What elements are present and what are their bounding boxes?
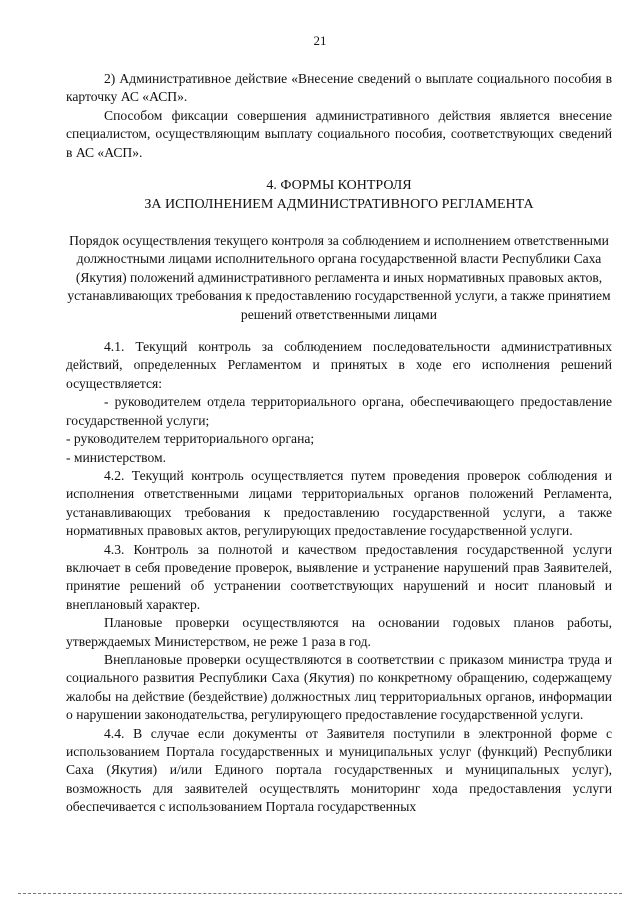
bullet-territorial-head: - руководителем территориального органа; (66, 431, 315, 447)
bottom-rule (18, 893, 622, 894)
paragraph-4-4: 4.4. В случае если документы от Заявителя поступили в электронной форме с использованием Портала государственных и муниципальных услуг (функций) Республики Саха (Якутия) и/или Единого портала государственных и муниципальных услуг), возможность для заявителей осуществлять мониторинг хода предоставления услуги обеспечивается с использованием Портала государственных (66, 725, 612, 815)
document-body (66, 70, 612, 817)
section-heading-line2: ЗА ИСПОЛНЕНИЕМ АДМИНИСТРАТИВНОГО РЕГЛАМЕНТА (144, 197, 534, 213)
page-number: 21 (313, 33, 327, 48)
paragraph-4-2: 4.2. Текущий контроль осуществляется путем проведения проверок соблюдения и исполнения ответственными лицами территориальных органов положений Регламента, устанавливающих требования к предоставлению государственной услуги, а также нормативных правовых актов, регулирующих предоставление государственной услуги. (66, 467, 612, 539)
paragraph-admin-action: 2) Административное действие «Внесение сведений о выплате социального пособия в карточку АС «АСП». (66, 71, 612, 105)
section-heading-line1: 4. ФОРМЫ КОНТРОЛЯ (266, 178, 412, 194)
paragraph-4-1: 4.1. Текущий контроль за соблюдением последовательности административных действий, определенных Регламентом и принятых в ходе его исполнения решений осуществляется: (66, 339, 612, 391)
subsection-intro: Порядок осуществления текущего контроля за соблюдением и исполнением ответственными должностными лицами исполнительного органа государственной власти Республики Саха (Якутия) положений административного регламента и иных нормативных правовых актов, устанавливающих требования к предоставлению государственной услуги, а также принятием решений ответственными лицами (67, 233, 611, 322)
paragraph-planned-checks: Плановые проверки осуществляются на основании годовых планов работы, утверждаемых Министерством, не реже 1 раза в год. (66, 615, 612, 649)
paragraph-fixation-method: Способом фиксации совершения административного действия является внесение специалистом, осуществляющим выплату социального пособия, соответствующих сведений в АС «АСП». (66, 107, 612, 160)
bullet-ministry: - министерством. (66, 449, 166, 465)
bullet-department-head: - руководителем отдела территориального органа, обеспечивающего предоставление государственной услуги; (66, 394, 612, 428)
paragraph-unplanned-checks: Внеплановые проверки осуществляются в соответствии с приказом министра труда и социального развития Республики Саха (Якутия) по конкретному обращению, содержащему жалобы на действие (бездействие) должностных лиц территориальных органов, информации о нарушении законодательства, регулирующего предоставление государственной услуги. (66, 651, 612, 723)
paragraph-4-3: 4.3. Контроль за полнотой и качеством предоставления государственной услуги включает в себя проведение проверок, выявление и устранение нарушений прав Заявителей, принятие решений об устранении соответствующих нарушений и носит плановый и внеплановый характер. (66, 541, 612, 612)
